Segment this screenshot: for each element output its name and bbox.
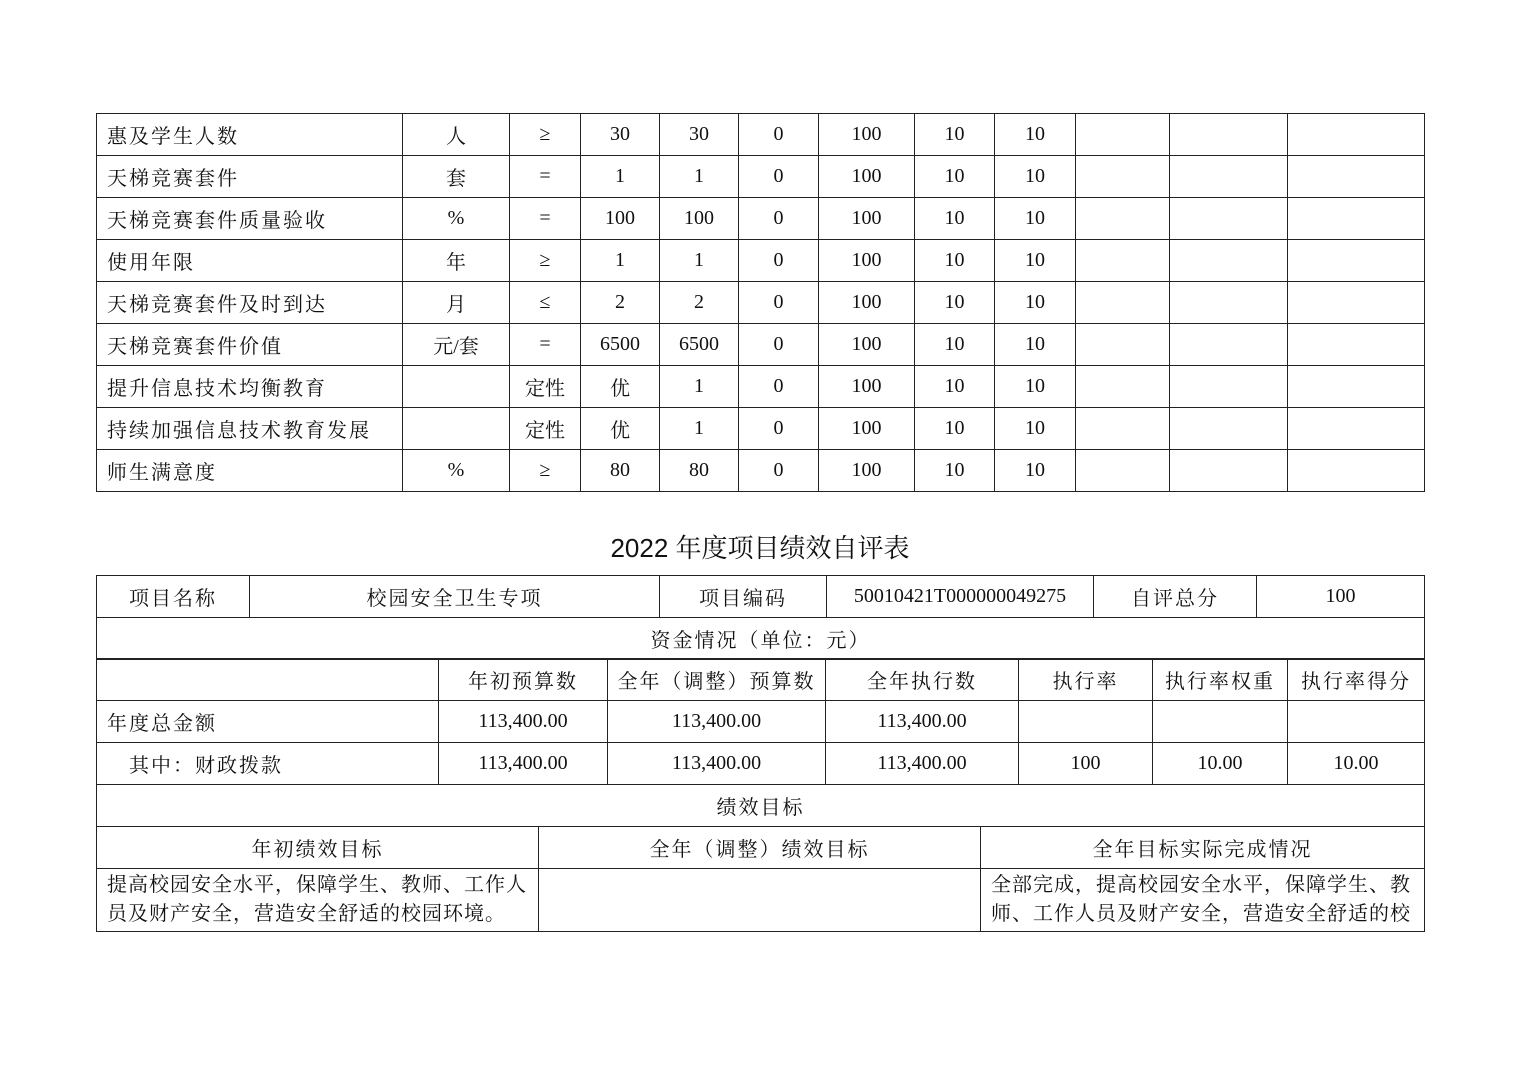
indicator-weight: 10 bbox=[915, 282, 995, 324]
indicator-row bbox=[97, 324, 1425, 366]
indicator-empty-cell bbox=[1170, 240, 1288, 282]
indicator-unit: % bbox=[403, 198, 510, 240]
fund-adjusted: 113,400.00 bbox=[608, 701, 826, 743]
indicator-weight: 10 bbox=[915, 114, 995, 156]
indicator-operator: 定性 bbox=[510, 366, 581, 408]
indicator-actual: 6500 bbox=[660, 324, 739, 366]
indicator-actual: 30 bbox=[660, 114, 739, 156]
fund-header: 全年（调整）预算数 bbox=[608, 659, 826, 701]
indicator-target: 1 bbox=[581, 156, 660, 198]
indicator-empty-cell bbox=[1288, 156, 1425, 198]
indicator-deviation: 0 bbox=[739, 240, 819, 282]
indicator-unit: 年 bbox=[403, 240, 510, 282]
indicator-target: 80 bbox=[581, 450, 660, 492]
indicator-empty-cell bbox=[1170, 324, 1288, 366]
indicator-unit: % bbox=[403, 450, 510, 492]
indicator-empty-cell bbox=[1170, 156, 1288, 198]
indicator-deviation: 0 bbox=[739, 114, 819, 156]
fund-executed: 113,400.00 bbox=[826, 743, 1019, 785]
indicator-operator: ≥ bbox=[510, 114, 581, 156]
indicator-empty-cell bbox=[1170, 450, 1288, 492]
indicator-name: 师生满意度 bbox=[97, 450, 403, 492]
indicator-unit: 月 bbox=[403, 282, 510, 324]
initial-target-text: 提高校园安全水平，保障学生、教师、工作人员及财产安全，营造安全舒适的校园环境。 bbox=[97, 869, 539, 932]
indicator-rate: 100 bbox=[819, 450, 915, 492]
fund-row-label: 年度总金额 bbox=[97, 701, 439, 743]
indicator-empty-cell bbox=[1076, 198, 1170, 240]
fund-initial: 113,400.00 bbox=[439, 701, 608, 743]
project-code-label: 项目编码 bbox=[660, 576, 827, 618]
target-table bbox=[96, 826, 1425, 932]
fund-executed: 113,400.00 bbox=[826, 701, 1019, 743]
indicator-empty-cell bbox=[1076, 450, 1170, 492]
indicator-score: 10 bbox=[995, 324, 1076, 366]
fund-row-label: 其中：财政拨款 bbox=[97, 743, 439, 785]
indicator-rate: 100 bbox=[819, 408, 915, 450]
indicator-actual: 80 bbox=[660, 450, 739, 492]
indicator-weight: 10 bbox=[915, 198, 995, 240]
indicator-table bbox=[96, 113, 1425, 492]
indicator-weight: 10 bbox=[915, 450, 995, 492]
indicator-row bbox=[97, 450, 1425, 492]
indicator-score: 10 bbox=[995, 366, 1076, 408]
indicator-target: 100 bbox=[581, 198, 660, 240]
fund-score: 10.00 bbox=[1288, 743, 1425, 785]
indicator-actual: 1 bbox=[660, 240, 739, 282]
indicator-deviation: 0 bbox=[739, 282, 819, 324]
indicator-actual: 1 bbox=[660, 156, 739, 198]
adjusted-target-text bbox=[539, 869, 981, 932]
indicator-empty-cell bbox=[1288, 366, 1425, 408]
fund-header: 执行率 bbox=[1019, 659, 1153, 701]
fund-section-label: 资金情况（单位：元） bbox=[97, 618, 1425, 660]
indicator-weight: 10 bbox=[915, 156, 995, 198]
indicator-deviation: 0 bbox=[739, 408, 819, 450]
indicator-deviation: 0 bbox=[739, 198, 819, 240]
indicator-operator: = bbox=[510, 156, 581, 198]
indicator-empty-cell bbox=[1288, 408, 1425, 450]
fund-header: 全年执行数 bbox=[826, 659, 1019, 701]
indicator-score: 10 bbox=[995, 408, 1076, 450]
indicator-target: 1 bbox=[581, 240, 660, 282]
indicator-deviation: 0 bbox=[739, 366, 819, 408]
indicator-unit: 人 bbox=[403, 114, 510, 156]
project-name-label: 项目名称 bbox=[97, 576, 250, 618]
indicator-empty-cell bbox=[1170, 114, 1288, 156]
indicator-unit bbox=[403, 408, 510, 450]
indicator-rate: 100 bbox=[819, 198, 915, 240]
indicator-row bbox=[97, 282, 1425, 324]
page-title: 2022 年度项目绩效自评表 bbox=[610, 533, 910, 563]
indicator-empty-cell bbox=[1288, 240, 1425, 282]
indicator-row bbox=[97, 156, 1425, 198]
self-score: 100 bbox=[1257, 576, 1425, 618]
indicator-operator: = bbox=[510, 198, 581, 240]
indicator-empty-cell bbox=[1170, 408, 1288, 450]
indicator-empty-cell bbox=[1288, 450, 1425, 492]
indicator-operator: ≥ bbox=[510, 240, 581, 282]
indicator-row bbox=[97, 198, 1425, 240]
indicator-name: 天梯竞赛套件质量验收 bbox=[97, 198, 403, 240]
indicator-rate: 100 bbox=[819, 114, 915, 156]
indicator-actual: 100 bbox=[660, 198, 739, 240]
indicator-unit: 元/套 bbox=[403, 324, 510, 366]
indicator-empty-cell bbox=[1076, 156, 1170, 198]
indicator-rate: 100 bbox=[819, 156, 915, 198]
indicator-name: 天梯竞赛套件 bbox=[97, 156, 403, 198]
indicator-empty-cell bbox=[1076, 240, 1170, 282]
fund-initial: 113,400.00 bbox=[439, 743, 608, 785]
indicator-empty-cell bbox=[1076, 282, 1170, 324]
indicator-empty-cell bbox=[1170, 366, 1288, 408]
fund-header: 执行率权重 bbox=[1153, 659, 1288, 701]
indicator-empty-cell bbox=[1076, 408, 1170, 450]
indicator-row bbox=[97, 240, 1425, 282]
fund-weight: 10.00 bbox=[1153, 743, 1288, 785]
target-header: 全年目标实际完成情况 bbox=[981, 827, 1425, 869]
indicator-empty-cell bbox=[1076, 366, 1170, 408]
project-code: 50010421T000000049275 bbox=[827, 576, 1094, 618]
indicator-target: 2 bbox=[581, 282, 660, 324]
target-section-label: 绩效目标 bbox=[97, 785, 1425, 827]
indicator-name: 天梯竞赛套件及时到达 bbox=[97, 282, 403, 324]
indicator-row bbox=[97, 408, 1425, 450]
indicator-operator: ≤ bbox=[510, 282, 581, 324]
project-header-table bbox=[96, 575, 1425, 660]
fund-row-fiscal bbox=[97, 743, 1425, 785]
fund-weight bbox=[1153, 701, 1288, 743]
target-header: 全年（调整）绩效目标 bbox=[539, 827, 981, 869]
indicator-score: 10 bbox=[995, 198, 1076, 240]
fund-row-total bbox=[97, 701, 1425, 743]
indicator-empty-cell bbox=[1170, 282, 1288, 324]
indicator-rate: 100 bbox=[819, 324, 915, 366]
indicator-empty-cell bbox=[1288, 282, 1425, 324]
indicator-name: 持续加强信息技术教育发展 bbox=[97, 408, 403, 450]
indicator-weight: 10 bbox=[915, 324, 995, 366]
self-score-label: 自评总分 bbox=[1094, 576, 1257, 618]
indicator-name: 天梯竞赛套件价值 bbox=[97, 324, 403, 366]
indicator-target: 30 bbox=[581, 114, 660, 156]
indicator-name: 惠及学生人数 bbox=[97, 114, 403, 156]
indicator-actual: 1 bbox=[660, 366, 739, 408]
indicator-row bbox=[97, 366, 1425, 408]
fund-score bbox=[1288, 701, 1425, 743]
indicator-empty-cell bbox=[1170, 198, 1288, 240]
indicator-empty-cell bbox=[1288, 114, 1425, 156]
indicator-target: 优 bbox=[581, 366, 660, 408]
fund-rate bbox=[1019, 701, 1153, 743]
indicator-name: 使用年限 bbox=[97, 240, 403, 282]
indicator-operator: ≥ bbox=[510, 450, 581, 492]
indicator-rate: 100 bbox=[819, 282, 915, 324]
indicator-score: 10 bbox=[995, 240, 1076, 282]
fund-header: 执行率得分 bbox=[1288, 659, 1425, 701]
indicator-rate: 100 bbox=[819, 366, 915, 408]
indicator-empty-cell bbox=[1076, 324, 1170, 366]
indicator-actual: 2 bbox=[660, 282, 739, 324]
indicator-operator: 定性 bbox=[510, 408, 581, 450]
indicator-rate: 100 bbox=[819, 240, 915, 282]
indicator-score: 10 bbox=[995, 450, 1076, 492]
indicator-unit: 套 bbox=[403, 156, 510, 198]
indicator-score: 10 bbox=[995, 114, 1076, 156]
indicator-score: 10 bbox=[995, 282, 1076, 324]
project-name: 校园安全卫生专项 bbox=[250, 576, 660, 618]
indicator-weight: 10 bbox=[915, 408, 995, 450]
indicator-weight: 10 bbox=[915, 366, 995, 408]
indicator-empty-cell bbox=[1288, 198, 1425, 240]
indicator-score: 10 bbox=[995, 156, 1076, 198]
indicator-target: 6500 bbox=[581, 324, 660, 366]
indicator-deviation: 0 bbox=[739, 156, 819, 198]
indicator-actual: 1 bbox=[660, 408, 739, 450]
indicator-name: 提升信息技术均衡教育 bbox=[97, 366, 403, 408]
indicator-row bbox=[97, 114, 1425, 156]
indicator-empty-cell bbox=[1288, 324, 1425, 366]
fund-header: 年初预算数 bbox=[439, 659, 608, 701]
actual-completion-text: 全部完成，提高校园安全水平，保障学生、教师、工作人员及财产安全，营造安全舒适的校 bbox=[981, 869, 1425, 932]
target-header: 年初绩效目标 bbox=[97, 827, 539, 869]
indicator-empty-cell bbox=[1076, 114, 1170, 156]
fund-rate: 100 bbox=[1019, 743, 1153, 785]
indicator-deviation: 0 bbox=[739, 324, 819, 366]
indicator-deviation: 0 bbox=[739, 450, 819, 492]
indicator-target: 优 bbox=[581, 408, 660, 450]
indicator-weight: 10 bbox=[915, 240, 995, 282]
indicator-unit bbox=[403, 366, 510, 408]
indicator-operator: = bbox=[510, 324, 581, 366]
fund-table bbox=[96, 658, 1425, 827]
fund-adjusted: 113,400.00 bbox=[608, 743, 826, 785]
